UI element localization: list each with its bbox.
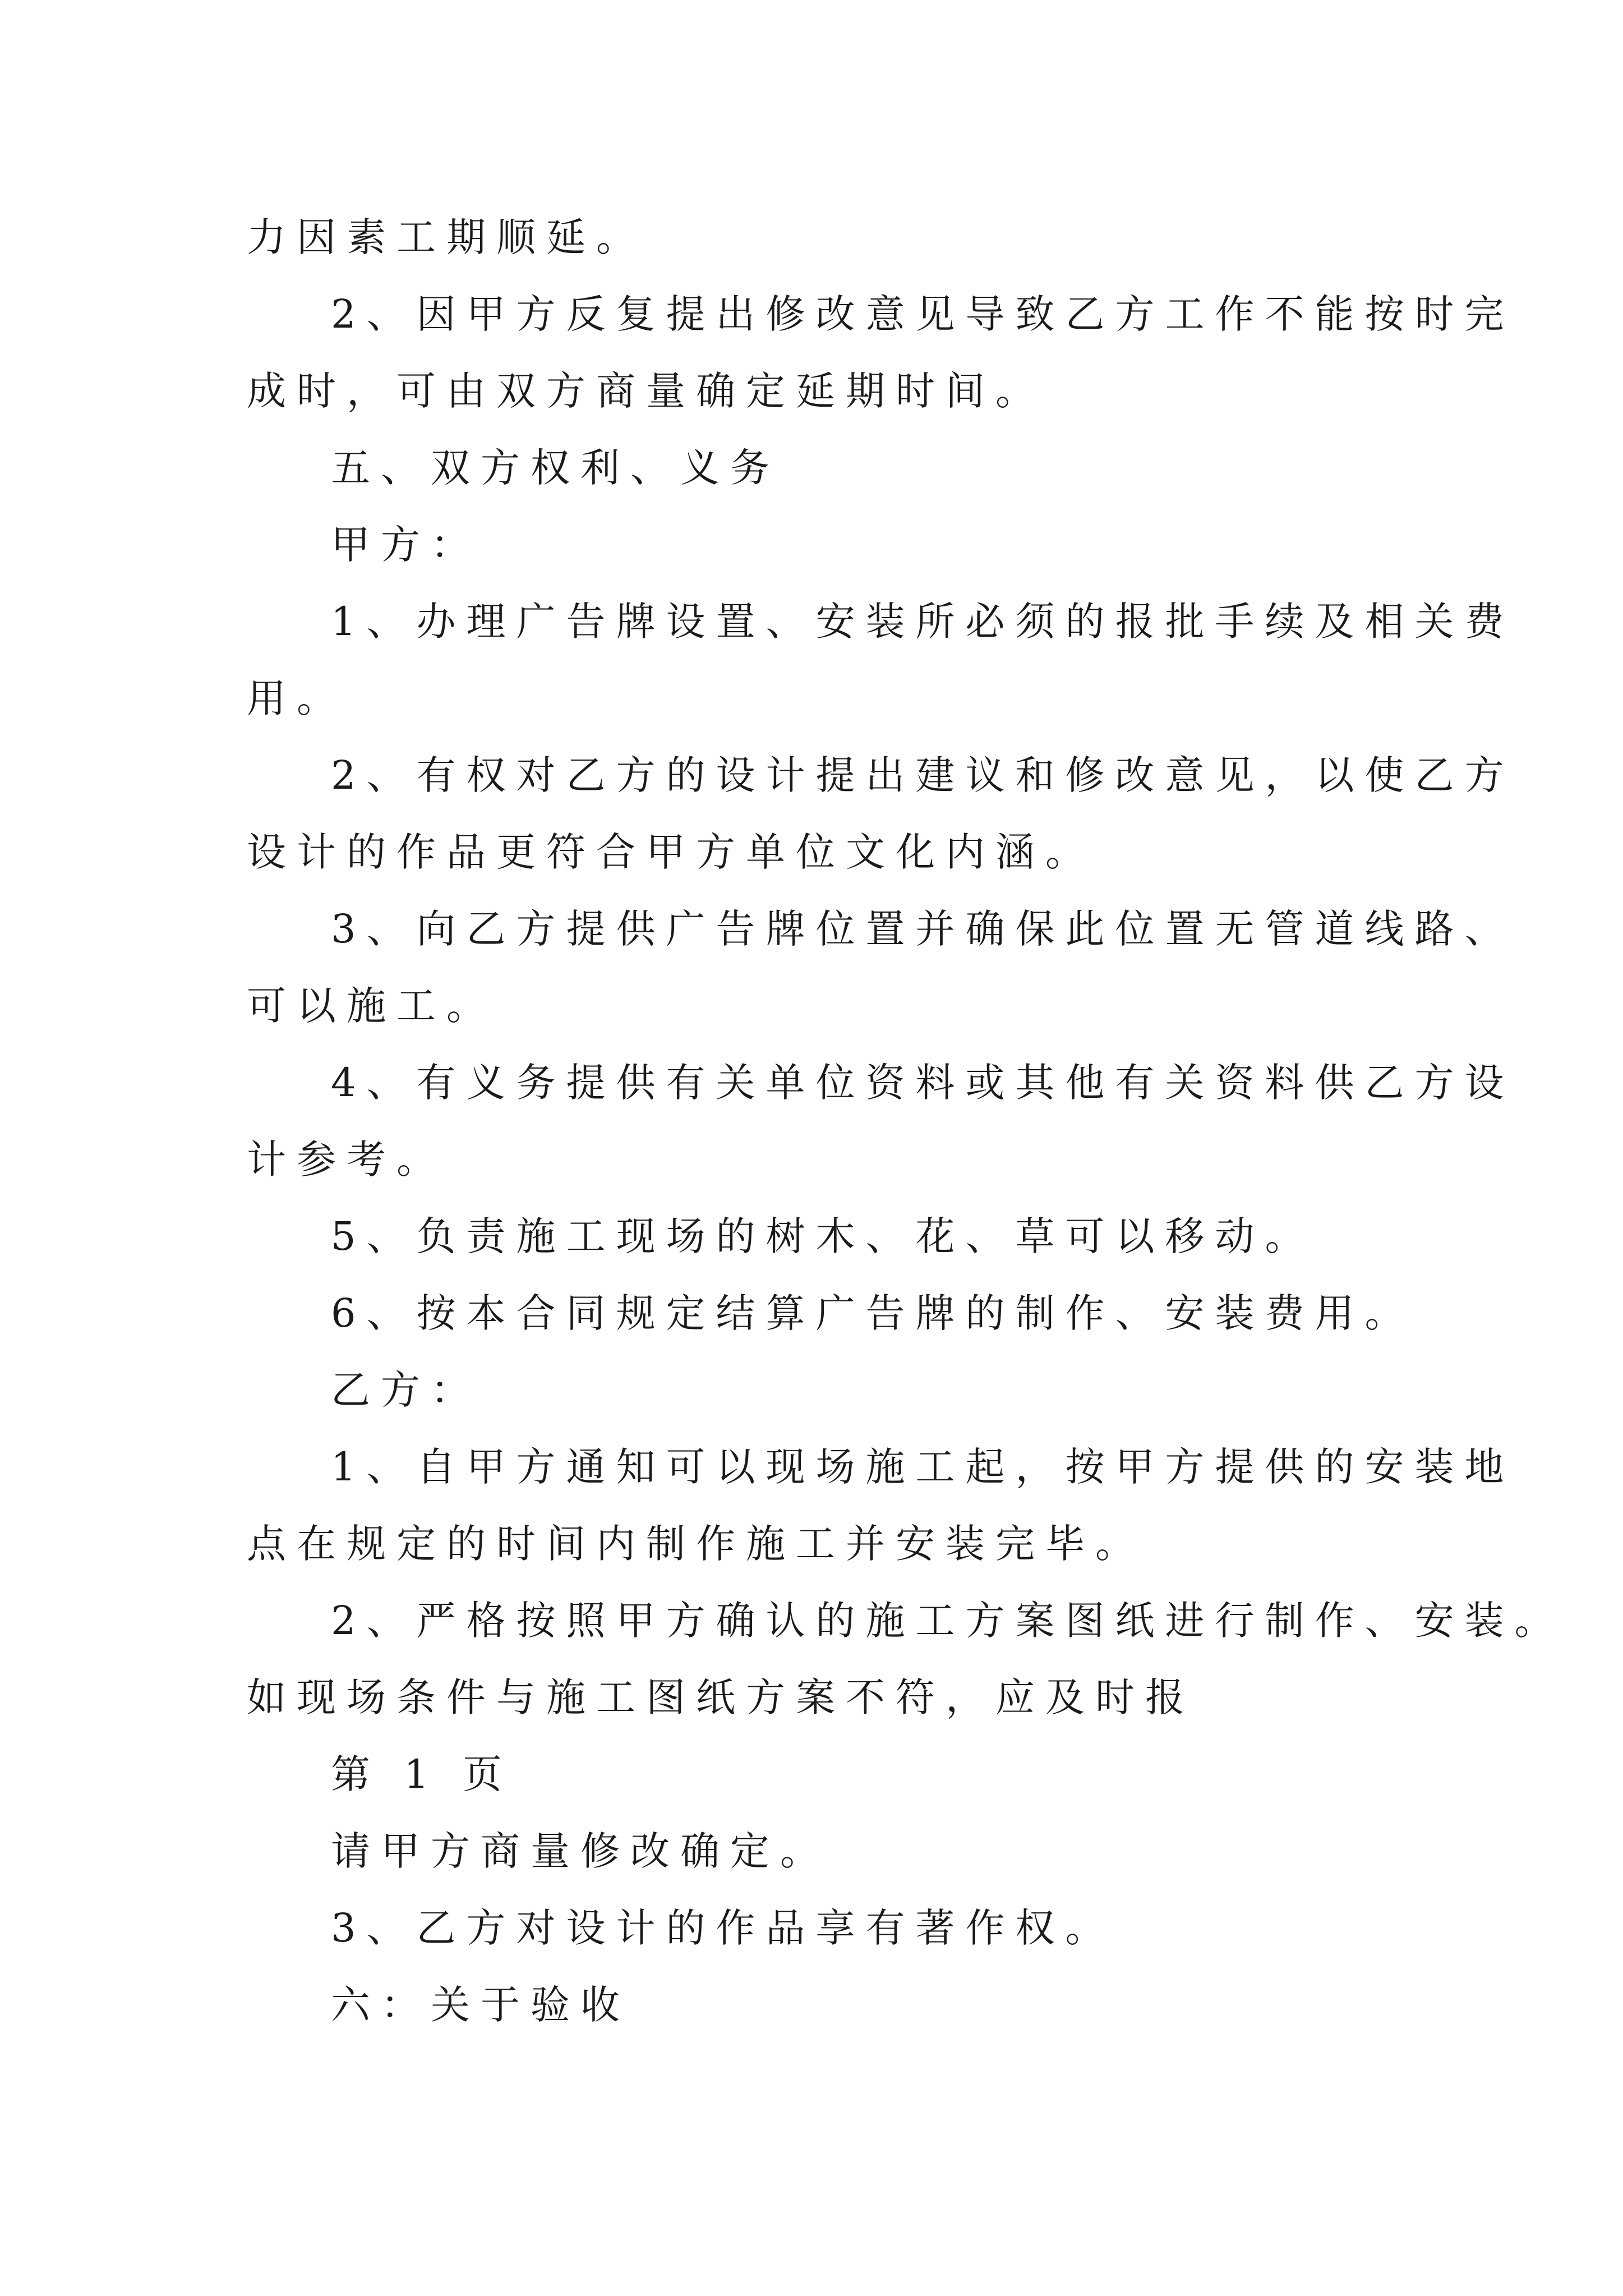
party-heading: 乙方：: [331, 1367, 481, 1413]
text-line: 5、负责施工现场的树木、花、草可以移动。: [331, 1213, 1315, 1259]
document-body: [247, 199, 1565, 2044]
text-line: 1、办理广告牌设置、安装所必须的报批手续及相关费: [331, 599, 1515, 645]
text-line: 可以施工。: [247, 983, 496, 1029]
text-line: 3、乙方对设计的作品享有著作权。: [331, 1905, 1115, 1951]
text-line: 3、向乙方提供广告牌位置并确保此位置无管道线路、: [331, 906, 1515, 952]
text-line: 成时，可由双方商量确定延期时间。: [247, 368, 1045, 414]
text-line: 用。: [247, 675, 347, 721]
text-line: 请甲方商量修改确定。: [331, 1828, 830, 1874]
party-heading: 甲方：: [331, 522, 481, 568]
text-line: 4、有义务提供有关单位资料或其他有关资料供乙方设: [331, 1060, 1515, 1106]
section-heading: 五、双方权利、义务: [331, 445, 780, 491]
page-number: 第 1 页: [331, 1751, 513, 1797]
section-heading: 六：关于验收: [331, 1982, 630, 2028]
text-line: 设计的作品更符合甲方单位文化内涵。: [247, 829, 1095, 875]
text-line: 2、有权对乙方的设计提出建议和修改意见，以使乙方: [331, 752, 1515, 798]
text-line: 如现场条件与施工图纸方案不符，应及时报: [247, 1674, 1195, 1720]
text-line: 力因素工期顺延。: [247, 214, 646, 260]
text-line: 点在规定的时间内制作施工并安装完毕。: [247, 1521, 1145, 1567]
text-line: 2、严格按照甲方确认的施工方案图纸进行制作、安装。: [331, 1598, 1565, 1644]
text-line: 2、因甲方反复提出修改意见导致乙方工作不能按时完: [331, 291, 1515, 337]
text-line: 6、按本合同规定结算广告牌的制作、安装费用。: [331, 1290, 1415, 1336]
text-line: 1、自甲方通知可以现场施工起，按甲方提供的安装地: [331, 1444, 1515, 1490]
text-line: 计参考。: [247, 1137, 446, 1182]
